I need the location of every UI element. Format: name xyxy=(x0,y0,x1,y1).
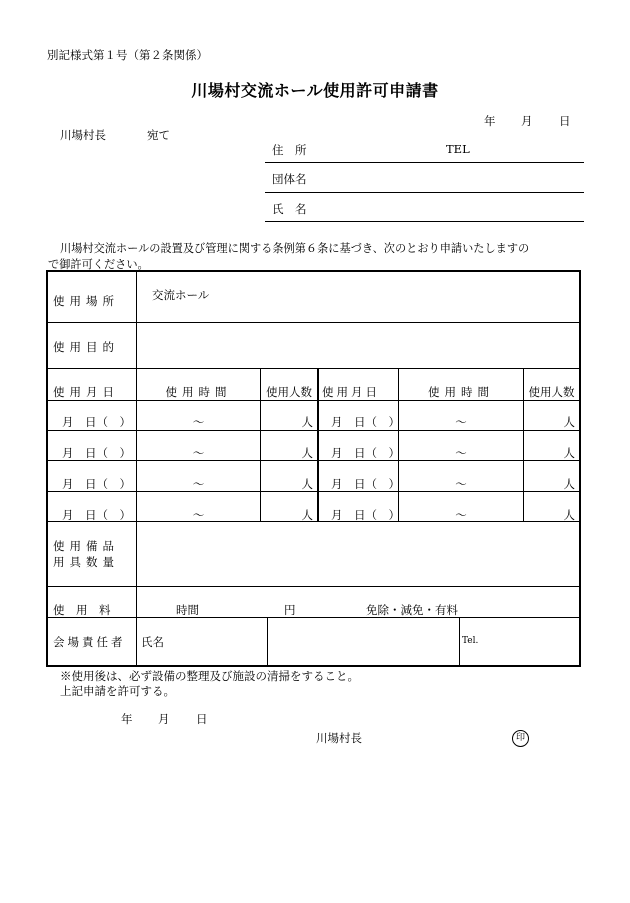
fee-hours: 時間 xyxy=(176,603,199,617)
purpose-label: 使用目的 xyxy=(53,340,119,354)
manager-tel-label: Tel. xyxy=(462,636,479,646)
row-time-left: ～ xyxy=(192,477,205,491)
row-date-left: 月 日（ ） xyxy=(62,508,131,522)
row-date-left: 月 日（ ） xyxy=(62,446,131,460)
col-date-left: 使用月日 xyxy=(53,385,119,399)
row-count-left: 人 xyxy=(301,508,313,522)
row-date-right: 月 日（ ） xyxy=(331,415,400,429)
fee-options: 免除・減免・有料 xyxy=(366,603,458,617)
row-time-right: ～ xyxy=(455,446,467,460)
approval-month: 月 xyxy=(158,712,170,726)
row-date-right: 月 日（ ） xyxy=(331,446,400,460)
intro-line-1: 川場村交流ホールの設置及び管理に関する条例第６条に基づき、次のとおり申請いたしますの xyxy=(60,242,530,255)
col-time-right: 使用時間 xyxy=(428,385,494,399)
row-date-left: 月 日（ ） xyxy=(62,415,131,429)
row-time-right: ～ xyxy=(455,477,467,491)
fee-label: 使 用 料 xyxy=(53,603,111,617)
row-date-right: 月 日（ ） xyxy=(331,508,400,522)
col-count-left: 使用人数 xyxy=(266,385,312,399)
row-time-left: ～ xyxy=(192,446,205,460)
name-label: 氏 名 xyxy=(272,202,307,216)
manager-name-label: 氏名 xyxy=(141,635,164,649)
row-count-right: 人 xyxy=(563,508,575,522)
row-time-right: ～ xyxy=(455,415,467,429)
row-time-right: ～ xyxy=(455,508,467,522)
row-time-left: ～ xyxy=(192,508,205,522)
row-count-left: 人 xyxy=(301,415,313,429)
row-count-right: 人 xyxy=(563,415,575,429)
row-count-left: 人 xyxy=(301,477,313,491)
date-year: 年 xyxy=(484,114,496,128)
col-count-right: 使用人数 xyxy=(528,385,575,399)
date-day: 日 xyxy=(559,114,571,128)
row-count-right: 人 xyxy=(563,477,575,491)
mayor-name: 川場村長 xyxy=(316,731,362,745)
row-time-left: ～ xyxy=(192,415,205,429)
address-underline xyxy=(265,162,584,163)
row-date-left: 月 日（ ） xyxy=(62,477,131,491)
row-count-left: 人 xyxy=(301,446,313,460)
intro-line-2: で御許可ください。 xyxy=(48,258,149,271)
tel-label: TEL xyxy=(446,142,470,156)
seal-mark: 印 xyxy=(512,730,529,747)
place-label: 使用場所 xyxy=(53,294,119,308)
equipment-label-1: 使用備品 xyxy=(53,539,119,553)
row-count-right: 人 xyxy=(563,446,575,460)
group-underline xyxy=(265,192,584,193)
approval-year: 年 xyxy=(121,712,133,726)
col-time-left: 使用時間 xyxy=(165,385,232,399)
addressee-name: 川場村長 xyxy=(60,128,106,142)
approval-text: 上記申請を許可する。 xyxy=(60,684,175,698)
place-value: 交流ホール xyxy=(152,288,210,302)
usage-note: ※使用後は、必ず設備の整理及び施設の清掃をすること。 xyxy=(60,669,359,683)
col-date-right: 使用月日 xyxy=(322,385,380,399)
fee-yen: 円 xyxy=(284,603,296,617)
approval-day: 日 xyxy=(196,712,208,726)
name-underline xyxy=(265,221,584,222)
address-label: 住 所 xyxy=(272,143,307,157)
row-date-right: 月 日（ ） xyxy=(331,477,400,491)
form-number: 別記様式第１号（第２条関係） xyxy=(47,48,208,62)
document-title: 川場村交流ホール使用許可申請書 xyxy=(191,81,439,100)
group-label: 団体名 xyxy=(272,172,307,186)
equipment-label-2: 用具数量 xyxy=(53,555,119,569)
addressee-suffix: 宛て xyxy=(147,128,170,142)
date-month: 月 xyxy=(521,114,533,128)
manager-label: 会場責任者 xyxy=(53,635,126,649)
